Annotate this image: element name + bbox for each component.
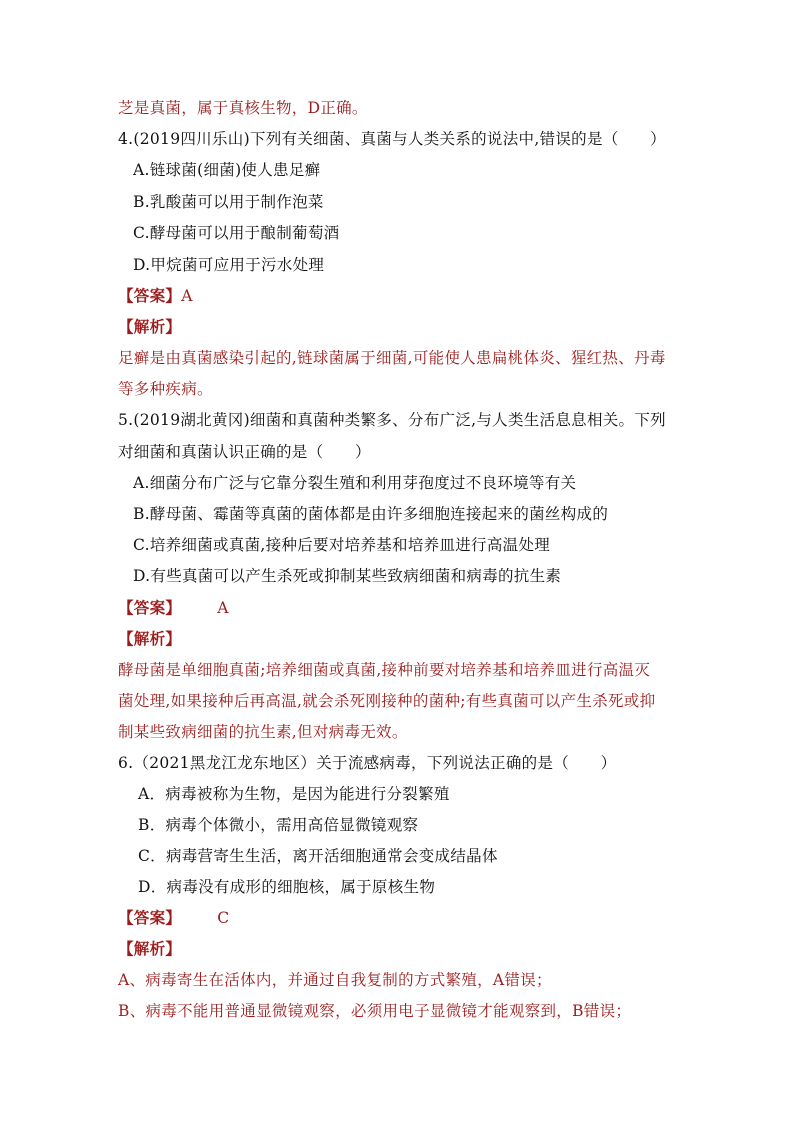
q6-analysis-line-2: B、病毒不能用普通显微镜观察，必须用电子显微镜才能观察到，B错误； <box>118 1002 632 1020</box>
q6-option-b: B．病毒个体微小，需用高倍显微镜观察 <box>138 816 419 834</box>
q5-option-c: C.培养细菌或真菌,接种后要对培养基和培养皿进行高温处理 <box>133 536 551 554</box>
q4-option-c: C.酵母菌可以用于酿制葡萄酒 <box>133 224 340 242</box>
q5-stem-line-2: 对细菌和真菌认识正确的是（ ） <box>118 443 371 461</box>
q4-stem: 4.(2019四川乐山)下列有关细菌、真菌与人类关系的说法中,错误的是（ ） <box>118 130 666 148</box>
q6-answer-row <box>118 906 229 928</box>
q6-analysis-line-1: A、病毒寄生在活体内，并通过自我复制的方式繁殖，A错误； <box>118 971 552 989</box>
q6-option-c: C．病毒营寄生生活，离开活细胞通常会变成结晶体 <box>138 847 498 865</box>
q5-answer-value: A <box>217 599 229 617</box>
q6-stem: 6.（2021黑龙江龙东地区）关于流感病毒，下列说法正确的是（ ） <box>118 754 617 772</box>
q4-option-a: A.链球菌(细菌)使人患足癣 <box>133 161 321 179</box>
q4-answer-label: 【答案】 <box>118 286 182 305</box>
q5-option-d: D.有些真菌可以产生杀死或抑制某些致病细菌和病毒的抗生素 <box>133 567 562 585</box>
q5-option-b: B.酵母菌、霉菌等真菌的菌体都是由许多细胞连接起来的菌丝构成的 <box>133 505 609 523</box>
q6-answer-value: C <box>217 909 230 927</box>
q4-analysis-label: 【解析】 <box>118 317 182 336</box>
q5-answer-row <box>118 596 229 618</box>
continuation-text: 芝是真菌，属于真核生物，D正确。 <box>118 99 368 117</box>
q5-analysis-line-3: 制某些致病细菌的抗生素,但对病毒无效。 <box>118 723 408 741</box>
q5-analysis-line-1: 酵母菌是单细胞真菌;培养细菌或真菌,接种前要对培养基和培养皿进行高温灭 <box>118 661 651 679</box>
q5-answer-label: 【答案】 <box>118 598 182 617</box>
q6-analysis-label: 【解析】 <box>118 939 182 958</box>
q4-option-b: B.乳酸菌可以用于制作泡菜 <box>133 193 324 211</box>
q6-option-d: D．病毒没有成形的细胞核，属于原核生物 <box>138 878 436 896</box>
q5-analysis-line-2: 菌处理,如果接种后再高温,就会杀死刚接种的菌种;有些真菌可以产生杀死或抑 <box>118 692 656 710</box>
q4-option-d: D.甲烷菌可应用于污水处理 <box>133 256 325 274</box>
q5-option-a: A.细菌分布广泛与它靠分裂生殖和利用芽孢度过不良环境等有关 <box>133 474 577 492</box>
q4-answer-row <box>118 284 193 306</box>
q5-stem-line-1: 5.(2019湖北黄冈)细菌和真菌种类繁多、分布广泛,与人类生活息息相关。下列 <box>118 411 666 429</box>
q4-answer-value: A <box>181 287 193 305</box>
q5-analysis-label: 【解析】 <box>118 629 182 648</box>
q6-answer-label: 【答案】 <box>118 908 182 927</box>
q6-option-a: A．病毒被称为生物，是因为能进行分裂繁殖 <box>138 785 450 803</box>
q4-analysis-line-2: 等多种疾病。 <box>118 380 213 398</box>
q4-analysis-line-1: 足癣是由真菌感染引起的,链球菌属于细菌,可能使人患扁桃体炎、猩红热、丹毒 <box>118 349 666 367</box>
